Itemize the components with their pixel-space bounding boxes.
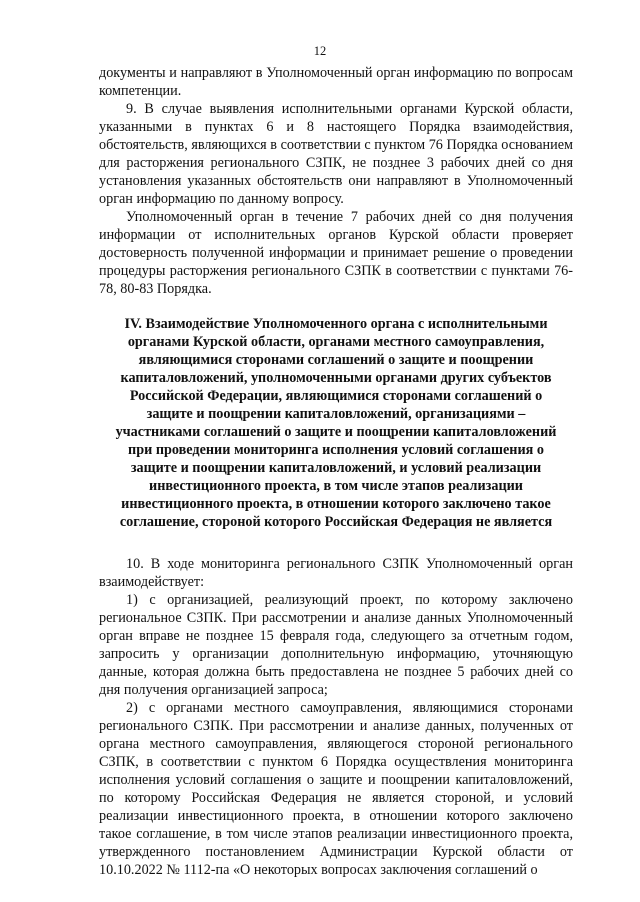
paragraph-authorized-body-decision: Уполномоченный орган в течение 7 рабочих дней со дня получения информации от исполнительных органов Курской области проверяет достоверность полученной информации и принимает решение о проведении процедуры расторжения регионального СЗПК в соответствии с пунктами 76-78, 80-83 Порядка. bbox=[99, 209, 573, 297]
paragraph-continuation: документы и направляют в Уполномоченный орган информацию по вопросам компетенции. bbox=[99, 65, 573, 99]
paragraph-item-10: 10. В ходе мониторинга регионального СЗПК Уполномоченный орган взаимодействует: bbox=[99, 556, 573, 590]
page-number: 12 bbox=[313, 44, 327, 58]
paragraph-item-9: 9. В случае выявления исполнительными органами Курской области, указанными в пунктах 6 и 8 настоящего Порядка взаимодействия, обстоятельств, являющихся в соответствии с пунктом 76 Порядка основанием для расторжения регионального СЗПК, не позднее 3 рабочих дней со дня установления указанных обстоятельств они направляют в Уполномоченный орган информацию по данному вопросу. bbox=[99, 101, 573, 207]
document-body bbox=[99, 64, 573, 879]
paragraph-subitem-1: 1) с организацией, реализующий проект, по которому заключено региональное СЗПК. При рассмотрении и анализе данных Уполномоченный орган вправе не позднее 15 февраля года, следующего за отчетным годом, запросить у организации дополнительную информацию, уточняющую данные, которая должна быть предоставлена не позднее 5 рабочих дней со дня получения организацией запроса; bbox=[99, 592, 573, 698]
paragraph-subitem-2: 2) с органами местного самоуправления, являющимися сторонами регионального СЗПК. При рассмотрении и анализе данных, полученных от органа местного самоуправления, являющегося стороной регионального СЗПК, в соответствии с пунктом 6 Порядка осуществления мониторинга исполнения условий соглашения о защите и поощрении капиталовложений, по которому Российская Федерация не является стороной, и условий реализации инвестиционного проекта, в отношении которого заключено такое соглашение, в том числе этапов реализации инвестиционного проекта, утвержденного постановлением Администрации Курской области от 10.10.2022 № 1112-па «О некоторых вопросах заключения соглашений о bbox=[99, 700, 573, 878]
section-heading: IV. Взаимодействие Уполномоченного органа с исполнительными органами Курской области, органами местного самоуправления, являющимися сторонами соглашений о защите и поощрении капиталовложений, уполномоченными органами других субъектов Российской Федерации, являющимися сторонами соглашений о защите и поощрении капиталовложений, организациями – участниками соглашений о защите и поощрении капиталовложений при проведении мониторинга исполнения условий соглашения о защите и поощрении капиталовложений, и условий реализации инвестиционного проекта, в том числе этапов реализации инвестиционного проекта, в отношении которого заключено такое соглашение, стороной которого Российская Федерация не является bbox=[115, 316, 557, 530]
